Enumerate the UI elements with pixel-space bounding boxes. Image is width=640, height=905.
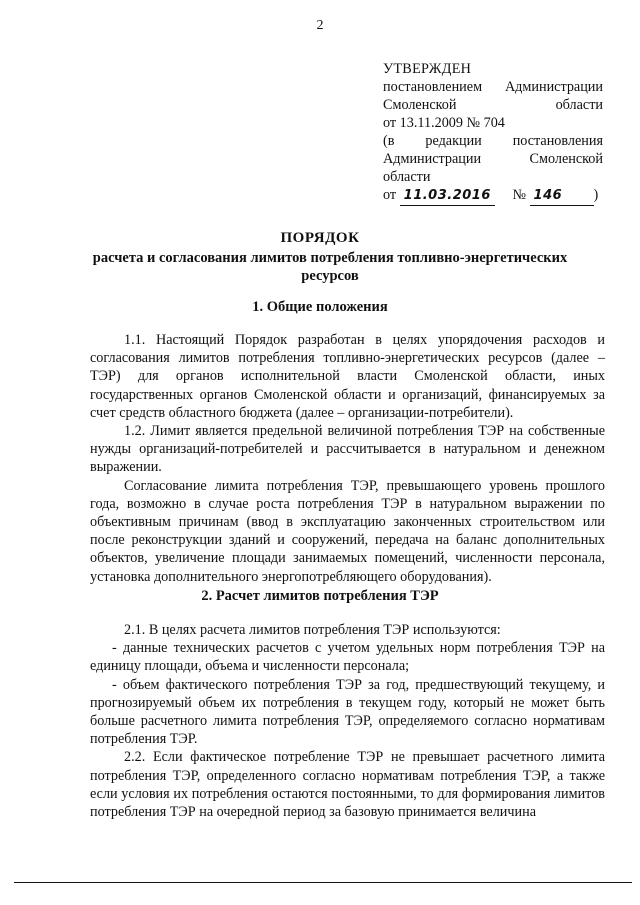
approval-heading: УТВЕРЖДЕН	[383, 61, 472, 77]
paragraph: 2.1. В целях расчета лимитов потребления ТЭР используются:	[124, 622, 501, 638]
document-title: ПОРЯДОК	[280, 230, 360, 246]
approval-line-1	[383, 78, 603, 96]
paragraph: 1.2. Лимит является предельной величиной потребления ТЭР на собственные нужды организаций-потребителей и рассчитывается в натуральном и денежном выражении.	[90, 423, 605, 476]
approval-text: Смоленской	[383, 97, 457, 113]
section-2-heading: 2. Расчет лимитов потребления ТЭР	[201, 588, 439, 604]
paragraph: Согласование лимита потребления ТЭР, превышающего уровень прошлого года, возможно в случае роста потребления ТЭР в натуральном выражении по объективным причинам (ввод в эксплуатацию законченных строительством или после реконструкции зданий и сооружений, передача на баланс дополнительных объектов, увеличение площади занимаемых помещений, численности персонала, установка дополнительного энергопотребляющего оборудования).	[90, 477, 605, 585]
number-label: №	[512, 187, 526, 203]
approval-text: постановления	[512, 133, 603, 149]
page-number: 2	[316, 18, 324, 33]
approval-text: области	[555, 97, 603, 113]
approval-block	[383, 60, 603, 206]
handwritten-number: 146	[530, 187, 594, 206]
approval-line-3: от 13.11.2009 № 704	[383, 115, 505, 131]
approval-text: (в	[383, 133, 395, 149]
approval-line-2	[383, 96, 603, 114]
approval-text: постановлением	[383, 79, 483, 95]
document-subtitle: расчета и согласования лимитов потребления топливно-энергетических ресурсов	[92, 250, 568, 284]
approval-text: Администрации	[504, 79, 603, 95]
approval-line-6: области	[383, 169, 431, 185]
approval-text: Смоленской	[529, 151, 603, 167]
list-item: - данные технических расчетов с учетом удельных норм потребления ТЭР на единицу площади, объема и численности персонала;	[90, 640, 605, 675]
section-2-body	[90, 621, 605, 821]
approval-line-4	[383, 132, 603, 150]
bottom-rule	[14, 882, 632, 883]
paragraph: 2.2. Если фактическое потребление ТЭР не превышает расчетного лимита потребления ТЭР, определенного согласно нормативам потребления ТЭР, а также если условия их потребления остаются постоянными, то для формирования лимитов потребления ТЭР на очередной период за базовую принимается величина	[90, 749, 605, 821]
approval-text: Администрации	[383, 151, 482, 167]
approval-line-7	[383, 186, 603, 206]
section-1-heading: 1. Общие положения	[252, 299, 388, 315]
close-paren: )	[593, 187, 599, 203]
approval-line-5	[383, 150, 603, 168]
section-1-body	[90, 331, 605, 586]
list-item: - объем фактического потребления ТЭР за год, предшествующий текущему, и прогнозируемый объем их потребления в текущем году, который не может быть больше расчетного лимита потребления ТЭР, определяемого согласно нормативам потребления ТЭР.	[90, 676, 605, 748]
from-label: от	[383, 187, 397, 203]
paragraph: 1.1. Настоящий Порядок разработан в целях упорядочения расходов и согласования лимитов потребления топливно-энергетических ресурсов (далее – ТЭР) для органов исполнительной власти Смоленской области, иных государственных органов Смоленской области и организаций, финансируемых за счет средств областного бюджета (далее – организации-потребители).	[90, 332, 605, 421]
approval-text: редакции	[425, 133, 482, 149]
handwritten-date: 11.03.2016	[400, 187, 495, 206]
